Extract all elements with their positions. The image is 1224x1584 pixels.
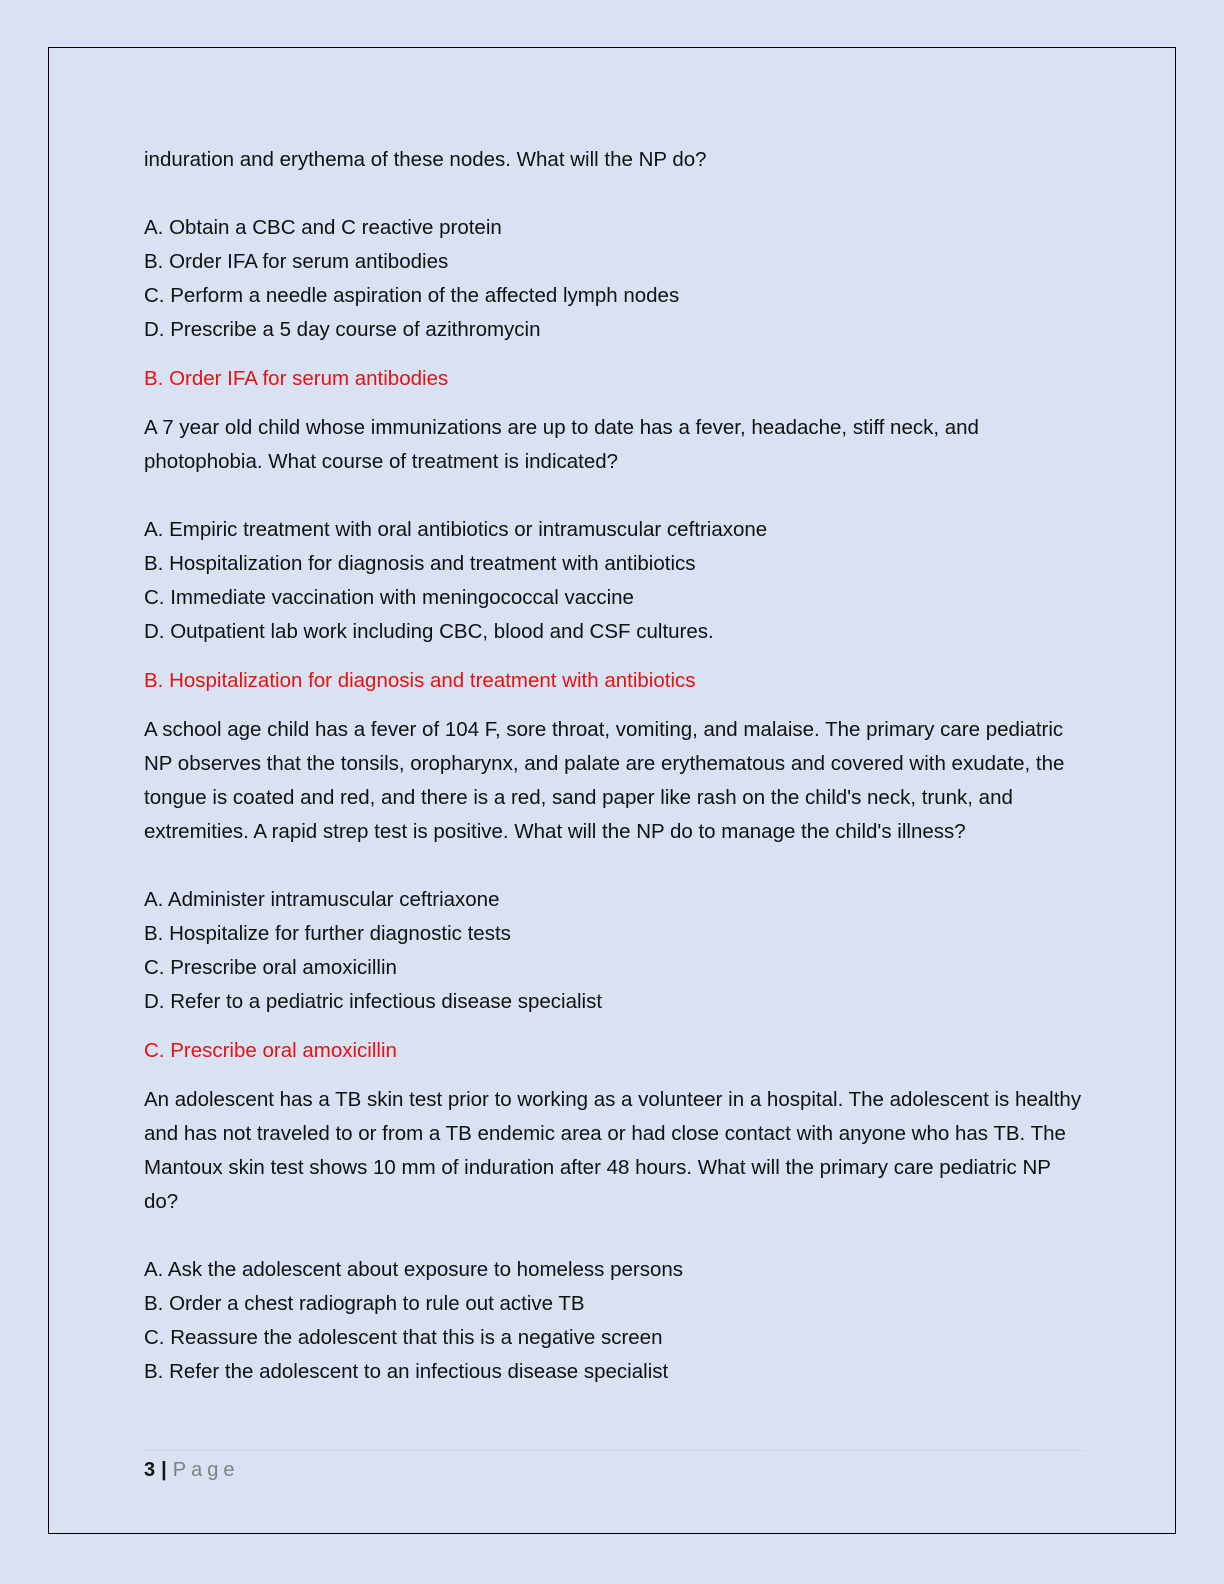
answer-text: B. Order IFA for serum antibodies — [144, 367, 449, 390]
option-a: A. Empiric treatment with oral antibiotics or intramuscular ceftriaxone — [144, 518, 768, 541]
option-a: A. Obtain a CBC and C reactive protein — [144, 216, 502, 239]
option-c: C. Prescribe oral amoxicillin — [144, 956, 397, 979]
option-a: A. Administer intramuscular ceftriaxone — [144, 888, 500, 911]
question-text: An adolescent has a TB skin test prior to working as a volunteer in a hospital. The adolescent is healthy and has not traveled to or from a TB endemic area or had close contact with anyone who has TB. The Mantoux skin test shows 10 mm of induration after 48 hours. What will the primary care pediatric NP do? — [144, 1088, 1082, 1213]
option-b: B. Hospitalization for diagnosis and treatment with antibiotics — [144, 552, 696, 575]
page-label: Page — [172, 1459, 240, 1481]
option-b: B. Order IFA for serum antibodies — [144, 250, 449, 273]
option-a: A. Ask the adolescent about exposure to homeless persons — [144, 1258, 684, 1281]
option-b: B. Hospitalize for further diagnostic tests — [144, 922, 511, 945]
page-number: 3 — [144, 1459, 156, 1481]
option-c: C. Reassure the adolescent that this is a negative screen — [144, 1326, 663, 1349]
option-b: B. Order a chest radiograph to rule out active TB — [144, 1292, 585, 1315]
option-d: D. Outpatient lab work including CBC, blood and CSF cultures. — [144, 620, 714, 643]
option-d: D. Prescribe a 5 day course of azithromycin — [144, 318, 541, 341]
page-footer — [144, 1455, 239, 1485]
question-text: induration and erythema of these nodes. What will the NP do? — [144, 148, 707, 171]
document-body — [144, 143, 1084, 1389]
answer-text: C. Prescribe oral amoxicillin — [144, 1039, 397, 1062]
option-d: D. Refer to a pediatric infectious disease specialist — [144, 990, 603, 1013]
option-c: C. Immediate vaccination with meningococcal vaccine — [144, 586, 634, 609]
option-c: C. Perform a needle aspiration of the affected lymph nodes — [144, 284, 680, 307]
footer-divider — [144, 1450, 1084, 1451]
question-text: A 7 year old child whose immunizations are up to date has a fever, headache, stiff neck, and photophobia. What course of treatment is indicated? — [144, 416, 979, 473]
answer-text: B. Hospitalization for diagnosis and treatment with antibiotics — [144, 669, 696, 692]
option-d: B. Refer the adolescent to an infectious disease specialist — [144, 1360, 669, 1383]
footer-separator: | — [161, 1459, 167, 1481]
question-text: A school age child has a fever of 104 F, sore throat, vomiting, and malaise. The primary care pediatric NP observes that the tonsils, oropharynx, and palate are erythematous and covered with exudate, the tongue is coated and red, and there is a red, sand paper like rash on the child's neck, trunk, and extremities. A rapid strep test is positive. What will the NP do to manage the child's illness? — [144, 718, 1065, 843]
